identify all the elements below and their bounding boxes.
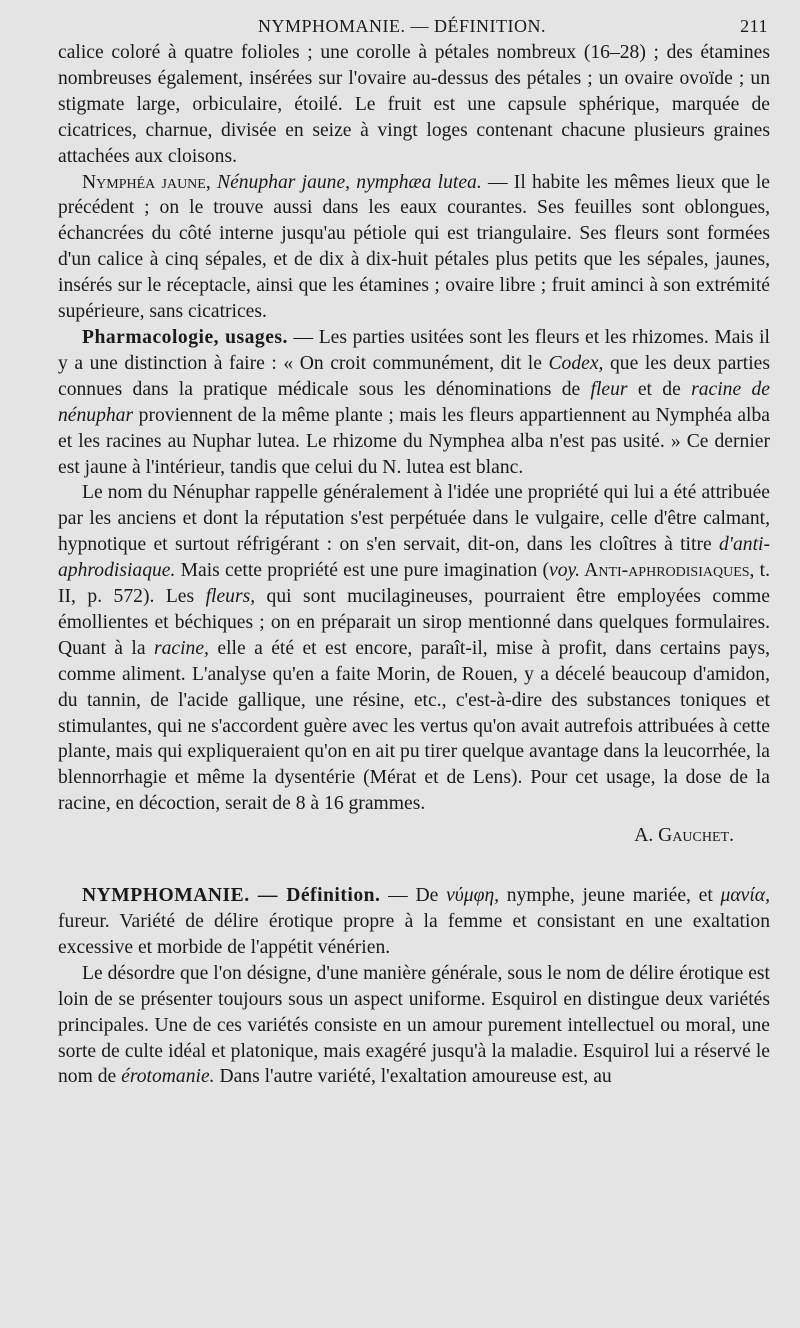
voy-ref: voy. <box>549 560 581 582</box>
page-number: 211 <box>740 16 768 36</box>
entry-heading-nymphomanie: NYMPHOMANIE. — Définition. <box>82 885 381 907</box>
term-racine: racine, <box>154 637 209 659</box>
paragraph-text: elle a été et est encore, paraît-il, mise à profit, dans certains pays, comme aliment. L'analyse qu'en a faite Morin, de Rouen, y a décelé beaucoup d'amidon, du tannin, de l'acide gallique, une résine, etc., c'est-à-dire des substances toniques et stimulantes, qui ne s'accordent guère avec les vertus qu'on avait autrefois attribuées à cette plante, mais qui expliqueraient qu'on en ait pu tirer quelque avantage dans la leucorrhée, la blennorrhagie et même la dysentérie (Mérat et de Lens). Pour cet usage, la dose de la racine, en décoction, serait de 8 à 16 grammes. <box>58 637 770 815</box>
paragraph-nymphea-jaune <box>58 170 770 325</box>
author-signature: A. Gauchet. <box>634 825 734 847</box>
paragraph-text: — Les parties usitées sont les fleurs et les rhizomes. Mais il y a une distinction à faire : « On croit communément, dit le <box>58 326 770 374</box>
paragraph-text: Dans l'autre variété, l'exaltation amoureuse est, au <box>214 1066 612 1088</box>
cross-reference: Anti-aphrodisiaques, <box>580 560 755 582</box>
paragraph-text: — De <box>380 885 447 907</box>
species-name: Nymphéa jaune, <box>82 171 211 193</box>
paragraph-text: t. II, p. 572). Les <box>58 560 770 608</box>
term-fleurs: fleurs, <box>205 586 256 608</box>
paragraph-calice: calice coloré à quatre folioles ; une corolle à pétales nombreux (16–28) ; des étamines nombreuses également, insérées sur l'ovaire au-dessus des pétales ; un ovaire ovoïde ; un stigmate large, orbiculaire, étoilé. Le fruit est une capsule sphérique, marquée de cicatrices, charnue, divisée en seize à vingt loges contenant chacune plusieurs graines attachées aux cloisons. <box>58 42 770 167</box>
paragraph-nom-nenuphar <box>58 480 770 817</box>
paragraph-text: proviennent de la même plante ; mais les fleurs appartiennent au Nymphéa alba et les racines au Nuphar lutea. Le rhizome du Nymphea alba n'est pas usité. » Ce dernier est jaune à l'intérieur, tandis que celui du N. lutea est blanc. <box>58 404 770 478</box>
paragraph-text: Mais cette propriété est une pure imagination ( <box>175 560 550 582</box>
paragraph-text: nymphe, jeune mariée, et <box>499 885 721 907</box>
paragraph-nymphomanie-definition <box>58 883 770 961</box>
running-header <box>58 10 770 40</box>
paragraph-pharmacologie <box>58 325 770 480</box>
running-title: NYMPHOMANIE. — DÉFINITION. <box>258 16 546 36</box>
paragraph-text: Le désordre que l'on désigne, d'une manière générale, sous le nom de délire érotique est loin de se présenter toujours sous un aspect uniforme. Esquirol en distingue deux variétés principales. Une de ces variétés consiste en un amour purement intellectuel ou moral, une sorte de culte idéal et platonique, mais exagéré jusqu'à la maladie. Esquirol lui a réservé le nom de <box>58 962 770 1088</box>
paragraph-text: — Il habite les mêmes lieux que le précédent ; on le trouve aussi dans les eaux courantes. Ses feuilles sont oblongues, échancrées du côté interne jusqu'au pétiole qui est triangulaire. Ses fleurs sont formées d'un calice à cinq sépales, et de dix à dix-huit pétales plus petits que les sépales, jaunes, insérés sur le réceptacle, ainsi que les étamines ; ovaire libre ; fruit aminci à son extrémité supérieure, sans cicatrices. <box>58 171 770 323</box>
section-spacer <box>58 849 770 883</box>
species-synonyms: Nénuphar jaune, nymphæa lutea. <box>217 171 482 193</box>
paragraph-text: que les deux parties connues dans la pratique médicale sous les dénominations de <box>58 352 770 400</box>
term-erotomanie: érotomanie. <box>121 1066 215 1088</box>
paragraph-text: et de <box>627 378 692 400</box>
greek-term-nymphe: νύμφη, <box>446 885 500 907</box>
paragraph-text: fureur. Variété de délire érotique propre à la femme et consistant en une exaltation excessive et morbide de l'appétit vénérien. <box>58 911 770 958</box>
greek-term-mania: μανία, <box>720 885 770 907</box>
paragraph-text: qui sont mucilagineuses, pourraient être employées comme émollientes et béchiques ; on en préparait un sirop mentionné dans quelques formulaires. Quant à la <box>58 586 770 659</box>
term-fleur: fleur <box>590 378 628 400</box>
paragraph-desordre <box>58 961 770 1091</box>
term-racine: racine de nénuphar <box>58 378 770 426</box>
paragraph-text: Le nom du Nénuphar rappelle généralement à l'idée une propriété qui lui a été attribuée par les anciens et dont la réputation s'est perpétuée dans le vulgaire, celle d'être calmant, hypnotique et surtout réfrigérant : on s'en servait, dit-on, dans les cloîtres à titre <box>58 482 770 556</box>
term-anti-aphrodisiaque: d'anti-aphrodisiaque. <box>58 534 770 582</box>
body-text <box>58 40 770 1090</box>
section-heading-pharmacologie: Pharmacologie, usages. <box>82 326 288 348</box>
codex-ref: Codex, <box>548 352 604 374</box>
